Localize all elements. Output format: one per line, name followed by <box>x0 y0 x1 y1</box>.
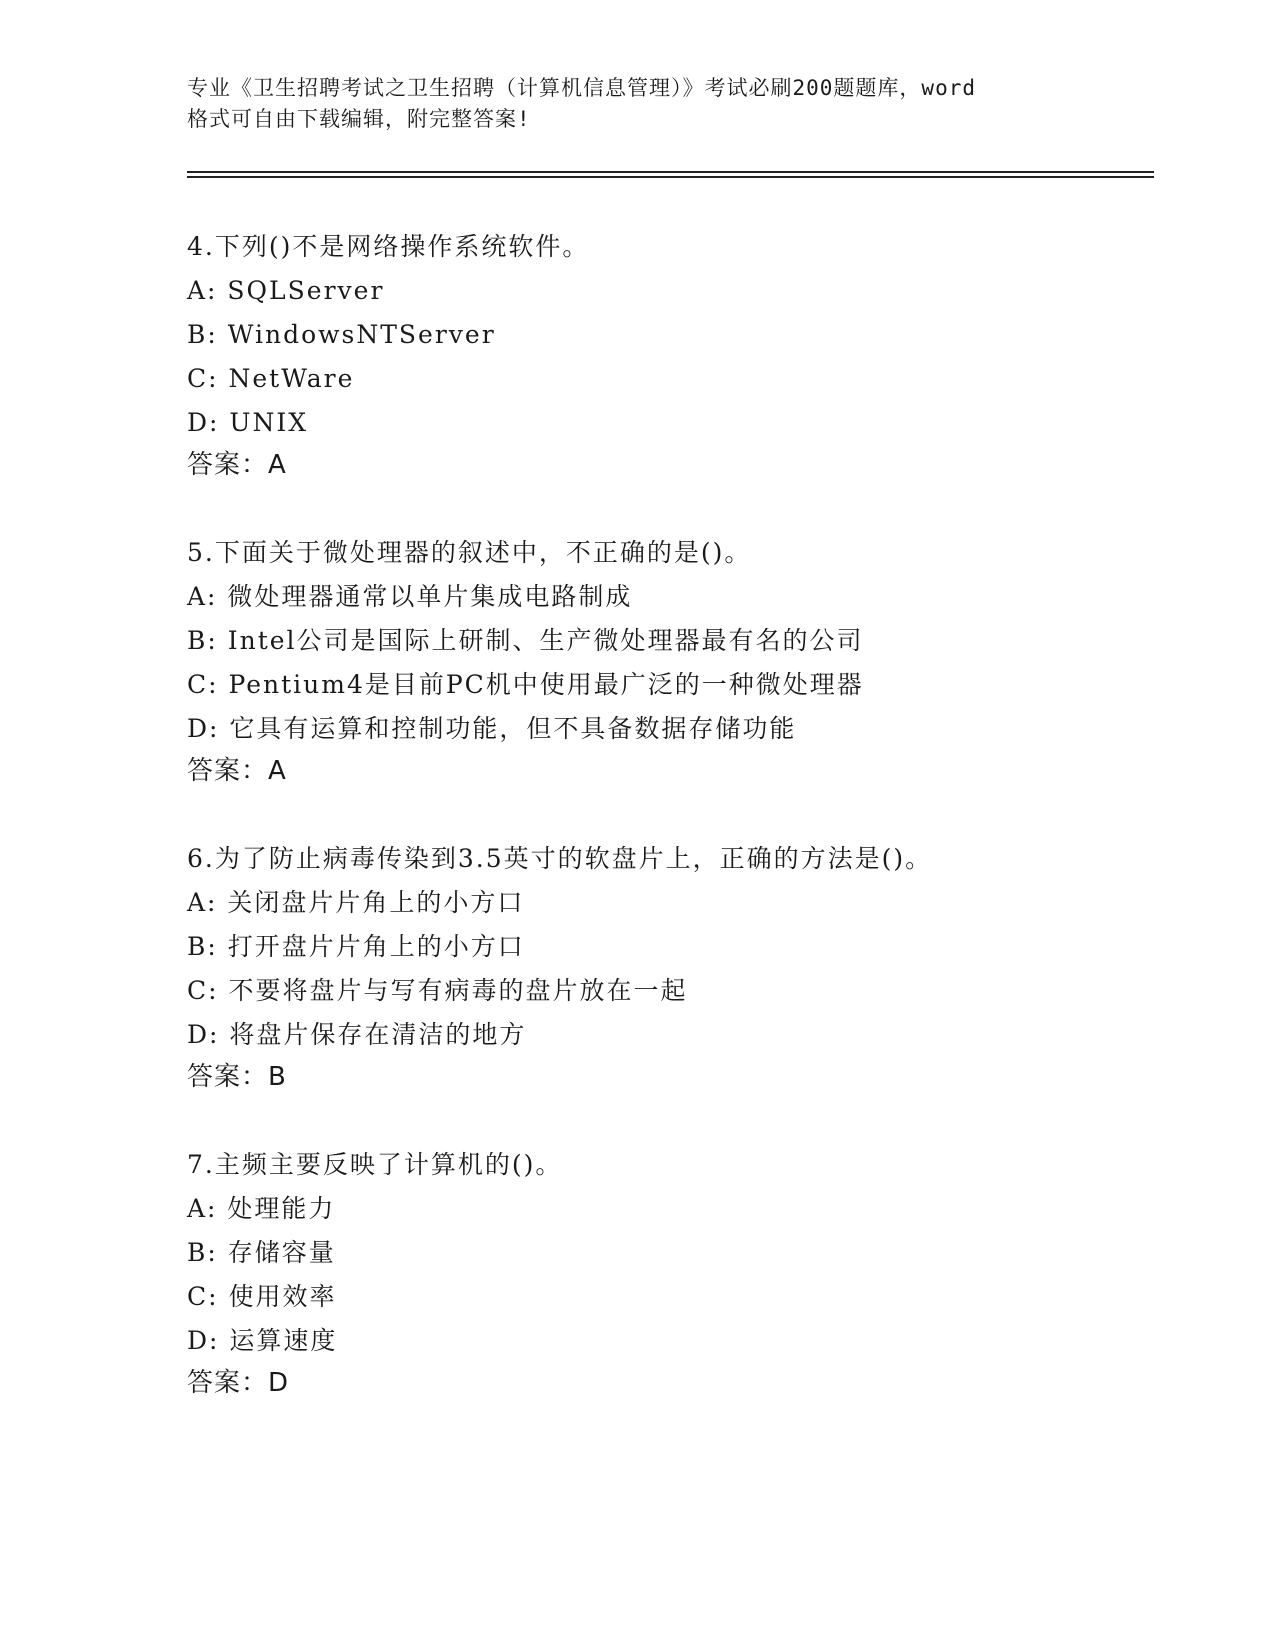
option-c: C: Pentium4是目前PC机中使用最广泛的一种微处理器 <box>187 670 864 699</box>
option-a: A: 处理能力 <box>187 1194 336 1223</box>
question-stem: 7.主频主要反映了计算机的()。 <box>187 1150 563 1179</box>
option-d: D: UNIX <box>187 408 309 437</box>
option-a: A: 微处理器通常以单片集成电路制成 <box>187 582 633 611</box>
option-d: D: 将盘片保存在清洁的地方 <box>187 1020 527 1049</box>
option-b: B: Intel公司是国际上研制、生产微处理器最有名的公司 <box>187 626 864 655</box>
question-stem: 4.下列()不是网络操作系统软件。 <box>187 232 590 261</box>
header-title-line-1: 专业《卫生招聘考试之卫生招聘（计算机信息管理）》考试必刷200题题库，word <box>187 76 976 100</box>
answer-label: 答案：B <box>187 1062 287 1092</box>
option-b: B: 打开盘片片角上的小方口 <box>187 932 525 961</box>
option-c: C: 使用效率 <box>187 1282 337 1311</box>
option-a: A: 关闭盘片片角上的小方口 <box>187 888 525 917</box>
answer-label: 答案：D <box>187 1368 290 1398</box>
option-c: C: NetWare <box>187 364 355 393</box>
option-d: D: 运算速度 <box>187 1326 338 1355</box>
header-rule-top <box>187 171 1154 173</box>
header-title-line-2: 格式可自由下载编辑，附完整答案! <box>187 107 531 131</box>
option-c: C: 不要将盘片与写有病毒的盘片放在一起 <box>187 976 688 1005</box>
question-stem: 5.下面关于微处理器的叙述中，不正确的是()。 <box>187 538 752 567</box>
answer-label: 答案：A <box>187 450 287 480</box>
option-b: B: 存储容量 <box>187 1238 336 1267</box>
question-stem: 6.为了防止病毒传染到3.5英寸的软盘片上，正确的方法是()。 <box>187 844 933 873</box>
option-a: A: SQLServer <box>187 276 385 305</box>
header-rule-bottom <box>187 176 1154 178</box>
answer-label: 答案：A <box>187 756 287 786</box>
option-b: B: WindowsNTServer <box>187 320 496 349</box>
option-d: D: 它具有运算和控制功能，但不具备数据存储功能 <box>187 714 797 743</box>
